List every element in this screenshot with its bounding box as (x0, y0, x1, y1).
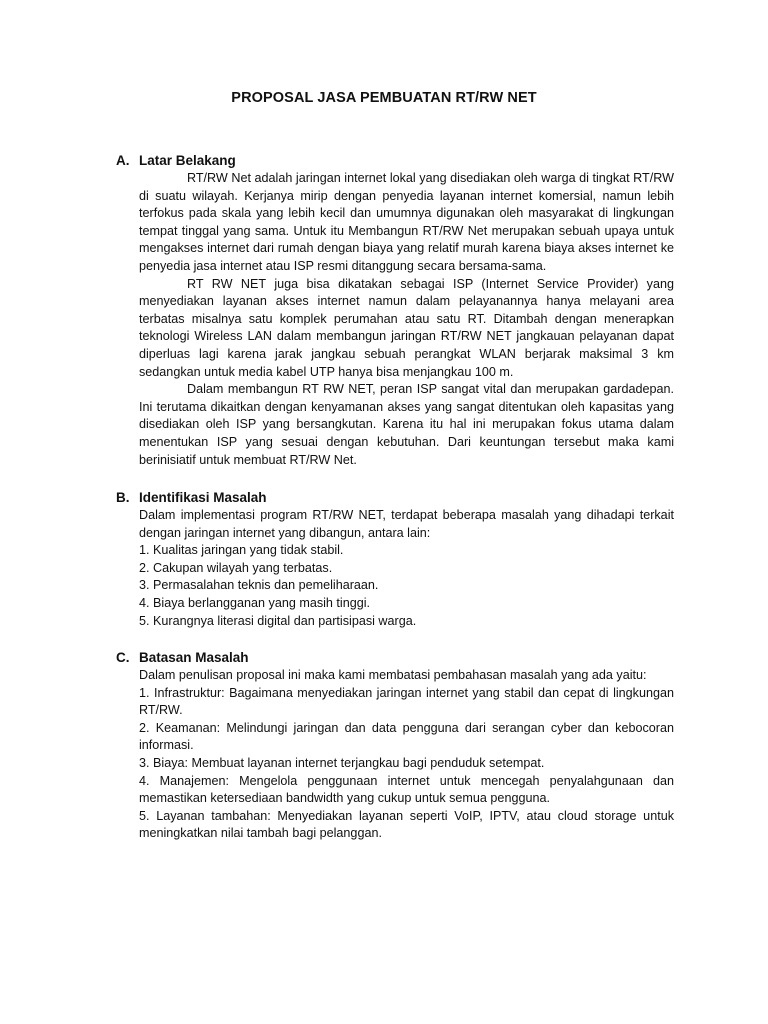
section-title: Latar Belakang (139, 153, 236, 168)
list-item: 1. Kualitas jaringan yang tidak stabil. (139, 543, 344, 558)
document-title: PROPOSAL JASA PEMBUATAN RT/RW NET (231, 90, 537, 106)
list-item: 3. Permasalahan teknis dan pemeliharaan. (139, 578, 379, 593)
list-item: 1. Infrastruktur: Bagaimana menyediakan jaringan internet yang stabil dan cepat di lingkungan RT/RW. (139, 685, 674, 718)
section-letter: A. (116, 153, 130, 168)
section-heading (116, 152, 674, 170)
section-latar-belakang (116, 152, 674, 469)
section-letter: B. (116, 490, 130, 505)
section-heading (116, 649, 674, 667)
list-item: 4. Biaya berlangganan yang masih tinggi. (139, 595, 371, 610)
section-intro: Dalam penulisan proposal ini maka kami membatasi pembahasan masalah yang ada yaitu: (139, 668, 647, 682)
paragraph: RT RW NET juga bisa dikatakan sebagai ISP (Internet Service Provider) yang menyediakan layanan akses internet namun dalam pelayanannya hanya melayani area terbatas misalnya satu komplek perumahan atau satu RT. Ditambah dengan menerapkan teknologi Wireless LAN dalam membangun jaringan RT/RW NET jangkauan pelayanan dapat diperluas lagi karena jarak jangkau sebuah perangkat WLAN berjarak maksimal 3 km sedangkan untuk media kabel UTP hanya bisa menjangkau 100 m. (139, 276, 674, 379)
paragraph: RT/RW Net adalah jaringan internet lokal yang disediakan oleh warga di tingkat RT/RW di suatu wilayah. Kerjanya mirip dengan penyedia layanan internet komersial, namun lebih terfokus pada skala yang lebih kecil dan umumnya digunakan oleh masyarakat di lingkungan tempat tinggal yang sama. Untuk itu Membangun RT/RW Net merupakan sebuah upaya untuk mengakses internet dari rumah dengan biaya yang relatif murah karena biaya akses internet ke penyedia jasa internet atau ISP resmi ditanggung secara bersama-sama. (139, 171, 674, 273)
section-title: Identifikasi Masalah (139, 490, 267, 505)
section-intro: Dalam implementasi program RT/RW NET, terdapat beberapa masalah yang dihadapi terkait dengan jaringan internet yang dibangun, antara lain: (139, 508, 674, 540)
section-title: Batasan Masalah (139, 650, 249, 665)
list-item: 2. Keamanan: Melindungi jaringan dan data pengguna dari serangan cyber dan kebocoran informasi. (139, 720, 674, 753)
section-body (139, 667, 674, 843)
list-item: 5. Layanan tambahan: Menyediakan layanan seperti VoIP, IPTV, atau cloud storage untuk meningkatkan nilai tambah bagi pelanggan. (139, 808, 674, 841)
section-batasan-masalah (116, 649, 674, 843)
list-item: 5. Kurangnya literasi digital dan partisipasi warga. (139, 613, 417, 628)
section-letter: C. (116, 650, 130, 665)
list-item: 2. Cakupan wilayah yang terbatas. (139, 560, 333, 575)
list-item: 4. Manajemen: Mengelola penggunaan internet untuk mencegah penyalahgunaan dan memastikan ketersediaan bandwidth yang cukup untuk semua pengguna. (139, 773, 674, 806)
section-body (139, 170, 674, 469)
section-identifikasi-masalah (116, 489, 674, 630)
list-item: 3. Biaya: Membuat layanan internet terjangkau bagi penduduk setempat. (139, 755, 545, 770)
section-heading (116, 489, 674, 507)
section-body (139, 507, 674, 630)
paragraph: Dalam membangun RT RW NET, peran ISP sangat vital dan merupakan gardadepan. Ini terutama dikaitkan dengan kenyamanan akses yang sangat ditentukan oleh kapasitas yang disediakan oleh ISP yang bersangkutan. Karena itu hal ini merupakan fokus utama dalam menentukan ISP yang sesuai dengan kebutuhan. Dari keuntungan tersebut maka kami berinisiatif untuk membuat RT/RW Net. (139, 382, 674, 467)
